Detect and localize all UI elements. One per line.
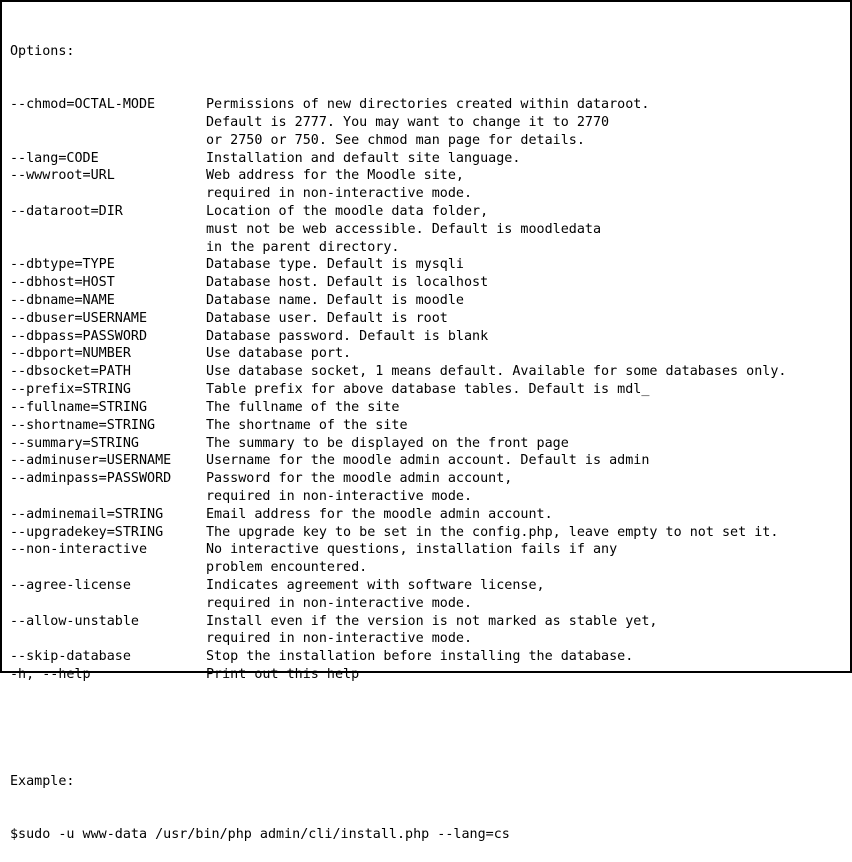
blank-line	[10, 720, 850, 738]
option-description: Web address for the Moodle site,	[206, 168, 464, 184]
option-description: Database host. Default is localhost	[206, 275, 489, 291]
option-flag: --skip-database	[10, 649, 131, 665]
option-flag: --dataroot=DIR	[10, 203, 123, 219]
options-list	[10, 96, 850, 684]
option-description: Email address for the moodle admin account.	[206, 506, 553, 522]
option-continuation-row	[10, 488, 850, 506]
example-command-text: $sudo -u www-data /usr/bin/php admin/cli/install.php --lang=cs	[10, 827, 510, 843]
option-continuation-row	[10, 239, 850, 257]
options-header-text: Options:	[10, 43, 75, 59]
option-flag	[10, 559, 206, 577]
option-continuation-row	[10, 595, 850, 613]
option-row	[10, 328, 850, 346]
option-flag	[10, 595, 206, 613]
option-flag	[10, 185, 206, 203]
option-row	[10, 274, 850, 292]
option-flag: --adminuser=USERNAME	[10, 453, 172, 469]
option-flag: --dbname=NAME	[10, 293, 115, 308]
option-description: Install even if the version is not marked as stable yet,	[206, 613, 658, 629]
option-row	[10, 541, 850, 559]
option-flag: --dbhost=HOST	[10, 275, 115, 291]
option-flag: --prefix=STRING	[10, 382, 131, 398]
option-description: Print out this help	[206, 667, 360, 683]
option-row	[10, 345, 850, 363]
option-flag: --allow-unstable	[10, 613, 139, 629]
option-description: Indicates agreement with software license,	[206, 578, 545, 593]
option-description: Location of the moodle data folder,	[206, 203, 489, 219]
option-description: The upgrade key to be set in the config.php, leave empty to not set it.	[206, 524, 779, 540]
option-flag	[10, 132, 206, 150]
option-row	[10, 435, 850, 453]
option-flag: --dbpass=PASSWORD	[10, 328, 148, 344]
option-flag: --dbport=NUMBER	[10, 346, 131, 362]
option-flag: -h, --help	[10, 667, 91, 683]
option-row	[10, 256, 850, 274]
option-description: The fullname of the site	[206, 399, 400, 415]
option-flag	[10, 630, 206, 648]
option-row	[10, 452, 850, 470]
option-description: must not be web accessible. Default is moodledata	[206, 221, 602, 237]
option-description: problem encountered.	[206, 560, 368, 576]
option-row	[10, 506, 850, 524]
option-flag: --lang=CODE	[10, 150, 99, 166]
option-row	[10, 167, 850, 185]
option-description: The summary to be displayed on the front page	[206, 435, 569, 451]
option-description: required in non-interactive mode.	[206, 631, 473, 647]
option-flag: --chmod=OCTAL-MODE	[10, 97, 156, 113]
option-row	[10, 310, 850, 328]
option-row	[10, 417, 850, 435]
option-description: Use database socket, 1 means default. Available for some databases only.	[206, 364, 787, 380]
option-row	[10, 648, 850, 666]
option-continuation-row	[10, 114, 850, 132]
option-flag: --adminemail=STRING	[10, 506, 164, 522]
option-flag	[10, 488, 206, 506]
option-row	[10, 96, 850, 114]
option-description: Database type. Default is mysqli	[206, 257, 464, 273]
option-flag: --summary=STRING	[10, 435, 139, 451]
option-row	[10, 203, 850, 221]
options-header	[10, 43, 850, 61]
option-description: Stop the installation before installing the database.	[206, 649, 634, 665]
option-description: required in non-interactive mode.	[206, 488, 473, 504]
option-flag: --adminpass=PASSWORD	[10, 471, 172, 487]
option-description: Database user. Default is root	[206, 310, 448, 326]
option-description: No interactive questions, installation fails if any	[206, 542, 618, 558]
example-header	[10, 773, 850, 791]
option-description: Use database port.	[206, 346, 352, 362]
option-description: Permissions of new directories created within dataroot.	[206, 97, 650, 113]
option-row	[10, 399, 850, 417]
option-row	[10, 577, 850, 595]
option-continuation-row	[10, 559, 850, 577]
option-description: required in non-interactive mode.	[206, 186, 473, 202]
option-flag	[10, 221, 206, 239]
option-description: Table prefix for above database tables. Default is mdl_	[206, 382, 650, 398]
option-continuation-row	[10, 630, 850, 648]
option-description: required in non-interactive mode.	[206, 595, 473, 611]
option-description: Database name. Default is moodle	[206, 293, 464, 308]
option-continuation-row	[10, 132, 850, 150]
option-description: Password for the moodle admin account,	[206, 471, 513, 487]
option-continuation-row	[10, 221, 850, 239]
example-header-text: Example:	[10, 773, 75, 789]
option-description: Username for the moodle admin account. Default is admin	[206, 453, 650, 469]
example-command	[10, 826, 850, 844]
option-flag	[10, 239, 206, 257]
option-row	[10, 524, 850, 542]
option-row	[10, 363, 850, 381]
option-row	[10, 613, 850, 631]
option-flag: --dbtype=TYPE	[10, 257, 115, 273]
option-row	[10, 470, 850, 488]
option-continuation-row	[10, 185, 850, 203]
option-flag: --upgradekey=STRING	[10, 524, 164, 540]
option-flag: --wwwroot=URL	[10, 168, 115, 184]
option-flag: --fullname=STRING	[10, 399, 148, 415]
option-row	[10, 292, 850, 310]
option-description: Default is 2777. You may want to change it to 2770	[206, 114, 610, 130]
option-flag: --dbsocket=PATH	[10, 364, 131, 380]
option-flag	[10, 114, 206, 132]
option-description: Database password. Default is blank	[206, 328, 489, 344]
option-flag: --dbuser=USERNAME	[10, 310, 148, 326]
option-flag: --shortname=STRING	[10, 417, 156, 433]
option-flag: --agree-license	[10, 578, 131, 593]
option-description: or 2750 or 750. See chmod man page for details.	[206, 132, 585, 148]
option-row	[10, 666, 850, 684]
option-row	[10, 150, 850, 168]
option-description: The shortname of the site	[206, 417, 408, 433]
option-description: in the parent directory.	[206, 239, 400, 255]
option-flag: --non-interactive	[10, 542, 148, 558]
option-row	[10, 381, 850, 399]
option-description: Installation and default site language.	[206, 150, 521, 166]
